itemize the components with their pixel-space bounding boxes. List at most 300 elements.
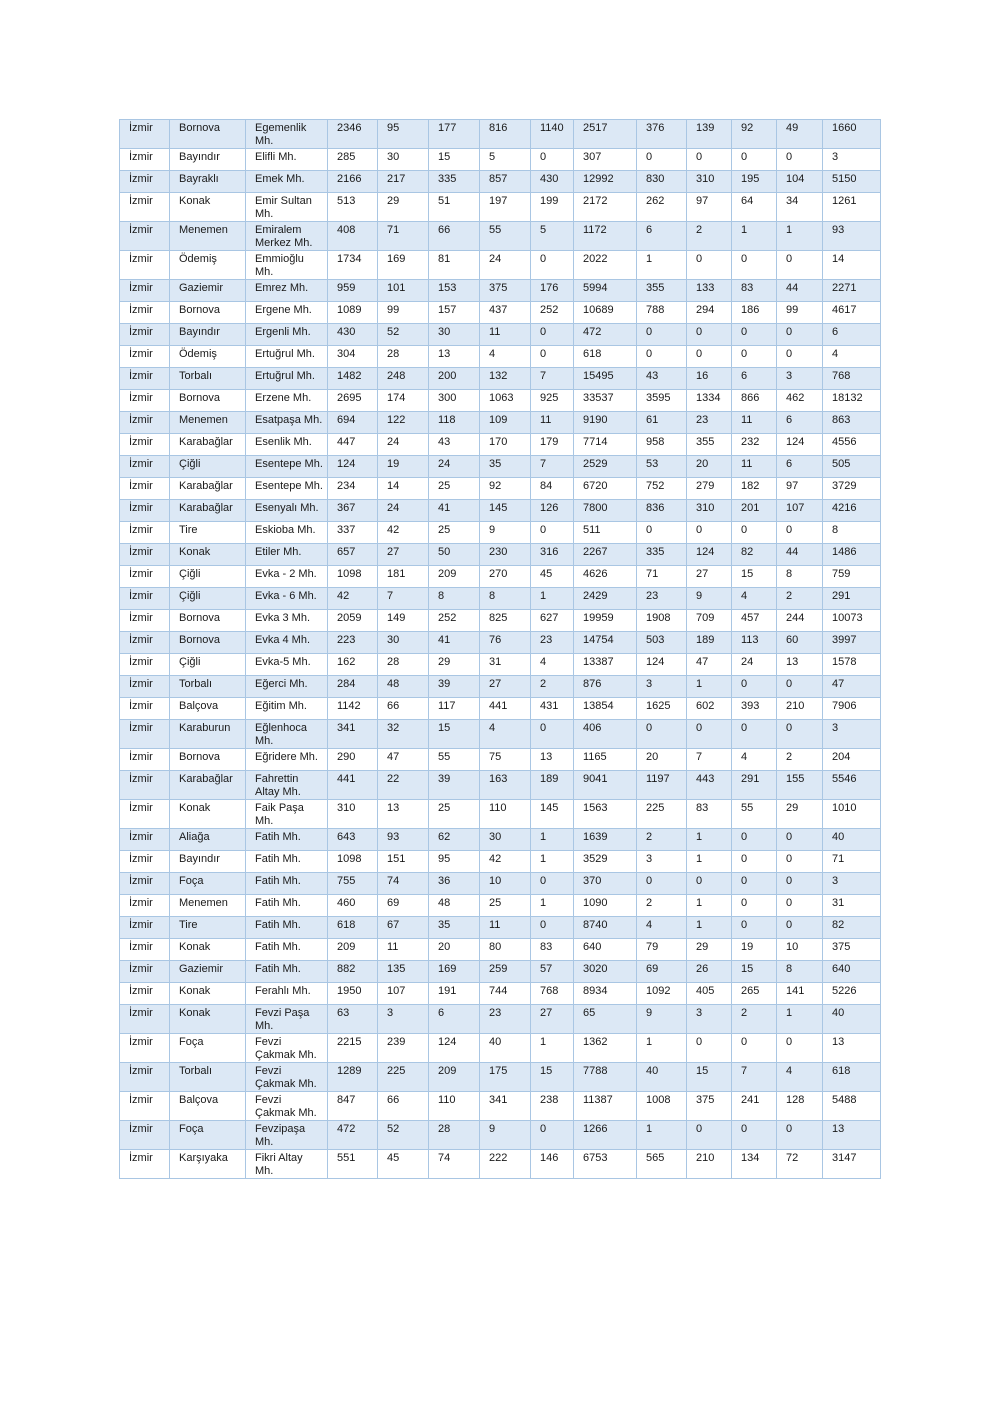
table-row (120, 771, 881, 800)
cell-province: İzmir (120, 588, 170, 610)
cell-c7: 341 (480, 1092, 531, 1121)
cell-c5: 181 (378, 566, 429, 588)
cell-c4: 959 (328, 280, 378, 302)
cell-c5: 45 (378, 1150, 429, 1179)
cell-c8: 0 (531, 720, 574, 749)
cell-c12: 201 (732, 500, 777, 522)
cell-neighborhood: Evka - 2 Mh. (246, 566, 328, 588)
cell-c9: 13387 (574, 654, 637, 676)
cell-c12: 0 (732, 251, 777, 280)
cell-c12: 0 (732, 676, 777, 698)
cell-c12: 19 (732, 939, 777, 961)
cell-c8: 316 (531, 544, 574, 566)
cell-c7: 76 (480, 632, 531, 654)
cell-c6: 110 (429, 1092, 480, 1121)
cell-c8: 430 (531, 171, 574, 193)
cell-c14: 640 (823, 961, 881, 983)
cell-c9: 1090 (574, 895, 637, 917)
cell-c13: 107 (777, 500, 823, 522)
cell-c4: 290 (328, 749, 378, 771)
data-table (119, 119, 881, 1179)
cell-c12: 0 (732, 851, 777, 873)
cell-district: Karabağlar (170, 771, 246, 800)
cell-c8: 13 (531, 749, 574, 771)
cell-c9: 1266 (574, 1121, 637, 1150)
cell-c9: 10689 (574, 302, 637, 324)
cell-c7: 25 (480, 895, 531, 917)
cell-neighborhood: Emir Sultan Mh. (246, 193, 328, 222)
cell-c12: 0 (732, 720, 777, 749)
cell-c13: 3 (777, 368, 823, 390)
cell-c6: 335 (429, 171, 480, 193)
cell-c11: 0 (687, 149, 732, 171)
cell-c13: 0 (777, 346, 823, 368)
cell-c9: 6720 (574, 478, 637, 500)
cell-c12: 7 (732, 1063, 777, 1092)
cell-c10: 788 (637, 302, 687, 324)
cell-c12: 232 (732, 434, 777, 456)
cell-c14: 18132 (823, 390, 881, 412)
cell-c13: 128 (777, 1092, 823, 1121)
cell-c5: 174 (378, 390, 429, 412)
cell-c5: 169 (378, 251, 429, 280)
cell-c10: 262 (637, 193, 687, 222)
cell-c7: 109 (480, 412, 531, 434)
cell-district: Tire (170, 522, 246, 544)
table-row (120, 917, 881, 939)
cell-c12: 182 (732, 478, 777, 500)
cell-c7: 75 (480, 749, 531, 771)
cell-district: Gaziemir (170, 961, 246, 983)
cell-c7: 5 (480, 149, 531, 171)
cell-neighborhood: Esentepe Mh. (246, 456, 328, 478)
cell-district: Çiğli (170, 654, 246, 676)
cell-c8: 11 (531, 412, 574, 434)
cell-c13: 97 (777, 478, 823, 500)
cell-c10: 53 (637, 456, 687, 478)
cell-c6: 117 (429, 698, 480, 720)
cell-province: İzmir (120, 1034, 170, 1063)
cell-c13: 2 (777, 749, 823, 771)
cell-c4: 1482 (328, 368, 378, 390)
cell-c9: 3020 (574, 961, 637, 983)
cell-c5: 101 (378, 280, 429, 302)
cell-province: İzmir (120, 544, 170, 566)
cell-c8: 0 (531, 324, 574, 346)
cell-district: Ödemiş (170, 346, 246, 368)
table-row (120, 500, 881, 522)
cell-c6: 200 (429, 368, 480, 390)
cell-c14: 505 (823, 456, 881, 478)
cell-neighborhood: Esentepe Mh. (246, 478, 328, 500)
cell-c12: 0 (732, 522, 777, 544)
cell-c8: 126 (531, 500, 574, 522)
cell-c5: 3 (378, 1005, 429, 1034)
cell-c13: 141 (777, 983, 823, 1005)
cell-c9: 8740 (574, 917, 637, 939)
cell-province: İzmir (120, 302, 170, 324)
cell-neighborhood: Ertuğrul Mh. (246, 368, 328, 390)
cell-c7: 42 (480, 851, 531, 873)
cell-c13: 34 (777, 193, 823, 222)
cell-c11: 3 (687, 1005, 732, 1034)
cell-district: Konak (170, 983, 246, 1005)
cell-c6: 252 (429, 610, 480, 632)
cell-c7: 744 (480, 983, 531, 1005)
table-row (120, 1063, 881, 1092)
cell-c10: 3 (637, 851, 687, 873)
cell-neighborhood: Etiler Mh. (246, 544, 328, 566)
cell-neighborhood: Fatih Mh. (246, 851, 328, 873)
cell-c4: 2346 (328, 120, 378, 149)
cell-c9: 511 (574, 522, 637, 544)
cell-neighborhood: Fahrettin Altay Mh. (246, 771, 328, 800)
cell-c9: 472 (574, 324, 637, 346)
cell-c7: 816 (480, 120, 531, 149)
cell-c12: 186 (732, 302, 777, 324)
cell-c4: 1098 (328, 851, 378, 873)
cell-c4: 285 (328, 149, 378, 171)
cell-c7: 1063 (480, 390, 531, 412)
cell-c5: 225 (378, 1063, 429, 1092)
cell-c8: 252 (531, 302, 574, 324)
cell-province: İzmir (120, 456, 170, 478)
cell-c8: 1 (531, 895, 574, 917)
table-row (120, 1005, 881, 1034)
cell-c7: 11 (480, 324, 531, 346)
cell-c14: 1486 (823, 544, 881, 566)
cell-c4: 162 (328, 654, 378, 676)
cell-c12: 55 (732, 800, 777, 829)
cell-c12: 291 (732, 771, 777, 800)
cell-c10: 225 (637, 800, 687, 829)
cell-district: Torbalı (170, 368, 246, 390)
cell-province: İzmir (120, 1005, 170, 1034)
cell-c13: 44 (777, 280, 823, 302)
cell-c13: 10 (777, 939, 823, 961)
cell-c10: 1 (637, 1034, 687, 1063)
cell-c5: 95 (378, 120, 429, 149)
cell-c14: 2271 (823, 280, 881, 302)
cell-c10: 1 (637, 1121, 687, 1150)
cell-neighborhood: Egemenlik Mh. (246, 120, 328, 149)
cell-c5: 151 (378, 851, 429, 873)
cell-c14: 3 (823, 720, 881, 749)
cell-c11: 27 (687, 566, 732, 588)
cell-c8: 768 (531, 983, 574, 1005)
cell-c8: 2 (531, 676, 574, 698)
cell-district: Bornova (170, 120, 246, 149)
cell-c10: 0 (637, 873, 687, 895)
cell-neighborhood: Fevzi Çakmak Mh. (246, 1092, 328, 1121)
cell-c4: 460 (328, 895, 378, 917)
cell-c13: 13 (777, 654, 823, 676)
cell-c4: 2059 (328, 610, 378, 632)
cell-c7: 8 (480, 588, 531, 610)
cell-province: İzmir (120, 171, 170, 193)
cell-c4: 1089 (328, 302, 378, 324)
cell-c11: 23 (687, 412, 732, 434)
cell-c9: 1362 (574, 1034, 637, 1063)
cell-c4: 657 (328, 544, 378, 566)
cell-c11: 26 (687, 961, 732, 983)
cell-c5: 67 (378, 917, 429, 939)
cell-province: İzmir (120, 829, 170, 851)
cell-c11: 0 (687, 1121, 732, 1150)
cell-c11: 0 (687, 324, 732, 346)
cell-c4: 1098 (328, 566, 378, 588)
cell-c8: 146 (531, 1150, 574, 1179)
cell-neighborhood: Fatih Mh. (246, 939, 328, 961)
cell-neighborhood: Evka 4 Mh. (246, 632, 328, 654)
cell-c11: 1 (687, 676, 732, 698)
cell-c11: 375 (687, 1092, 732, 1121)
cell-c5: 217 (378, 171, 429, 193)
cell-c4: 209 (328, 939, 378, 961)
cell-c10: 0 (637, 149, 687, 171)
cell-c13: 29 (777, 800, 823, 829)
cell-c5: 239 (378, 1034, 429, 1063)
cell-c14: 3729 (823, 478, 881, 500)
cell-c11: 124 (687, 544, 732, 566)
cell-neighborhood: Emrez Mh. (246, 280, 328, 302)
cell-c12: 0 (732, 829, 777, 851)
cell-province: İzmir (120, 961, 170, 983)
cell-c12: 15 (732, 566, 777, 588)
cell-c5: 107 (378, 983, 429, 1005)
cell-c5: 42 (378, 522, 429, 544)
cell-c13: 0 (777, 1121, 823, 1150)
cell-district: Ödemiş (170, 251, 246, 280)
cell-province: İzmir (120, 749, 170, 771)
cell-c14: 93 (823, 222, 881, 251)
cell-c10: 1197 (637, 771, 687, 800)
cell-c6: 39 (429, 676, 480, 698)
cell-c13: 49 (777, 120, 823, 149)
cell-c10: 40 (637, 1063, 687, 1092)
cell-c7: 163 (480, 771, 531, 800)
cell-c14: 13 (823, 1034, 881, 1063)
cell-c7: 145 (480, 500, 531, 522)
cell-c10: 335 (637, 544, 687, 566)
cell-province: İzmir (120, 346, 170, 368)
cell-c4: 63 (328, 1005, 378, 1034)
cell-c9: 7788 (574, 1063, 637, 1092)
cell-c6: 25 (429, 478, 480, 500)
table-row (120, 610, 881, 632)
cell-c5: 24 (378, 500, 429, 522)
cell-province: İzmir (120, 771, 170, 800)
cell-neighborhood: Evka-5 Mh. (246, 654, 328, 676)
cell-c6: 66 (429, 222, 480, 251)
cell-c12: 265 (732, 983, 777, 1005)
cell-c6: 28 (429, 1121, 480, 1150)
table-row (120, 1121, 881, 1150)
cell-c4: 304 (328, 346, 378, 368)
cell-district: Foça (170, 1121, 246, 1150)
cell-c10: 6 (637, 222, 687, 251)
cell-c4: 882 (328, 961, 378, 983)
table-row (120, 368, 881, 390)
cell-c7: 23 (480, 1005, 531, 1034)
cell-c14: 3 (823, 149, 881, 171)
table-row (120, 193, 881, 222)
cell-c12: 134 (732, 1150, 777, 1179)
cell-c10: 1092 (637, 983, 687, 1005)
cell-c8: 431 (531, 698, 574, 720)
cell-c12: 113 (732, 632, 777, 654)
cell-c9: 2529 (574, 456, 637, 478)
cell-c9: 406 (574, 720, 637, 749)
cell-c8: 0 (531, 522, 574, 544)
cell-c13: 6 (777, 456, 823, 478)
cell-c11: 294 (687, 302, 732, 324)
cell-c11: 9 (687, 588, 732, 610)
cell-district: Bornova (170, 610, 246, 632)
cell-province: İzmir (120, 280, 170, 302)
cell-district: Bayındır (170, 149, 246, 171)
cell-neighborhood: Fatih Mh. (246, 961, 328, 983)
cell-province: İzmir (120, 251, 170, 280)
cell-c13: 0 (777, 676, 823, 698)
cell-c8: 27 (531, 1005, 574, 1034)
cell-c8: 0 (531, 1121, 574, 1150)
cell-c10: 2 (637, 829, 687, 851)
cell-c8: 238 (531, 1092, 574, 1121)
cell-province: İzmir (120, 566, 170, 588)
cell-neighborhood: Ferahlı Mh. (246, 983, 328, 1005)
cell-c10: 9 (637, 1005, 687, 1034)
table-row (120, 522, 881, 544)
cell-c5: 248 (378, 368, 429, 390)
cell-c13: 1 (777, 1005, 823, 1034)
cell-c9: 2429 (574, 588, 637, 610)
cell-c6: 24 (429, 456, 480, 478)
cell-c6: 8 (429, 588, 480, 610)
cell-c10: 1008 (637, 1092, 687, 1121)
cell-c12: 0 (732, 895, 777, 917)
cell-c6: 13 (429, 346, 480, 368)
cell-c4: 337 (328, 522, 378, 544)
cell-c8: 1140 (531, 120, 574, 149)
cell-c5: 28 (378, 654, 429, 676)
cell-c8: 5 (531, 222, 574, 251)
cell-c5: 135 (378, 961, 429, 983)
cell-neighborhood: Evka - 6 Mh. (246, 588, 328, 610)
cell-province: İzmir (120, 654, 170, 676)
cell-district: Karabağlar (170, 500, 246, 522)
cell-c5: 48 (378, 676, 429, 698)
cell-district: Menemen (170, 895, 246, 917)
cell-c4: 643 (328, 829, 378, 851)
cell-c14: 4216 (823, 500, 881, 522)
cell-c5: 66 (378, 1092, 429, 1121)
cell-c6: 124 (429, 1034, 480, 1063)
cell-c11: 1 (687, 851, 732, 873)
cell-neighborhood: Fikri Altay Mh. (246, 1150, 328, 1179)
cell-c13: 0 (777, 251, 823, 280)
cell-c6: 191 (429, 983, 480, 1005)
cell-c4: 42 (328, 588, 378, 610)
cell-district: Balçova (170, 698, 246, 720)
cell-c5: 66 (378, 698, 429, 720)
cell-neighborhood: Eğridere Mh. (246, 749, 328, 771)
cell-c7: 259 (480, 961, 531, 983)
cell-c8: 4 (531, 654, 574, 676)
cell-c7: 10 (480, 873, 531, 895)
cell-c6: 300 (429, 390, 480, 412)
cell-c6: 157 (429, 302, 480, 324)
cell-c7: 55 (480, 222, 531, 251)
table-row (120, 654, 881, 676)
cell-c4: 551 (328, 1150, 378, 1179)
cell-c7: 31 (480, 654, 531, 676)
cell-c7: 110 (480, 800, 531, 829)
cell-c14: 5226 (823, 983, 881, 1005)
cell-c13: 104 (777, 171, 823, 193)
cell-c6: 36 (429, 873, 480, 895)
cell-c14: 204 (823, 749, 881, 771)
cell-c9: 1639 (574, 829, 637, 851)
cell-c14: 40 (823, 1005, 881, 1034)
cell-c13: 0 (777, 522, 823, 544)
cell-c14: 8 (823, 522, 881, 544)
table-row (120, 961, 881, 983)
cell-c12: 24 (732, 654, 777, 676)
cell-c8: 176 (531, 280, 574, 302)
cell-district: Bornova (170, 390, 246, 412)
cell-c11: 189 (687, 632, 732, 654)
cell-c14: 375 (823, 939, 881, 961)
cell-c11: 0 (687, 873, 732, 895)
cell-c6: 177 (429, 120, 480, 149)
cell-c6: 51 (429, 193, 480, 222)
cell-province: İzmir (120, 851, 170, 873)
cell-c5: 47 (378, 749, 429, 771)
cell-province: İzmir (120, 676, 170, 698)
cell-c7: 230 (480, 544, 531, 566)
cell-c4: 408 (328, 222, 378, 251)
cell-neighborhood: Esenlik Mh. (246, 434, 328, 456)
cell-c12: 64 (732, 193, 777, 222)
cell-c11: 405 (687, 983, 732, 1005)
cell-c14: 4556 (823, 434, 881, 456)
cell-c13: 0 (777, 895, 823, 917)
cell-c5: 93 (378, 829, 429, 851)
cell-c6: 209 (429, 566, 480, 588)
cell-c14: 618 (823, 1063, 881, 1092)
cell-neighborhood: Fevzi Çakmak Mh. (246, 1034, 328, 1063)
cell-c7: 80 (480, 939, 531, 961)
cell-province: İzmir (120, 500, 170, 522)
cell-c9: 14754 (574, 632, 637, 654)
cell-c9: 33537 (574, 390, 637, 412)
cell-c12: 0 (732, 1121, 777, 1150)
table-row (120, 749, 881, 771)
cell-c5: 149 (378, 610, 429, 632)
table-body (120, 120, 881, 1179)
cell-c12: 2 (732, 1005, 777, 1034)
cell-c7: 175 (480, 1063, 531, 1092)
cell-c11: 355 (687, 434, 732, 456)
cell-c6: 41 (429, 500, 480, 522)
cell-district: Gaziemir (170, 280, 246, 302)
cell-c10: 958 (637, 434, 687, 456)
cell-c10: 355 (637, 280, 687, 302)
cell-c14: 1578 (823, 654, 881, 676)
cell-c9: 6753 (574, 1150, 637, 1179)
cell-c5: 99 (378, 302, 429, 324)
